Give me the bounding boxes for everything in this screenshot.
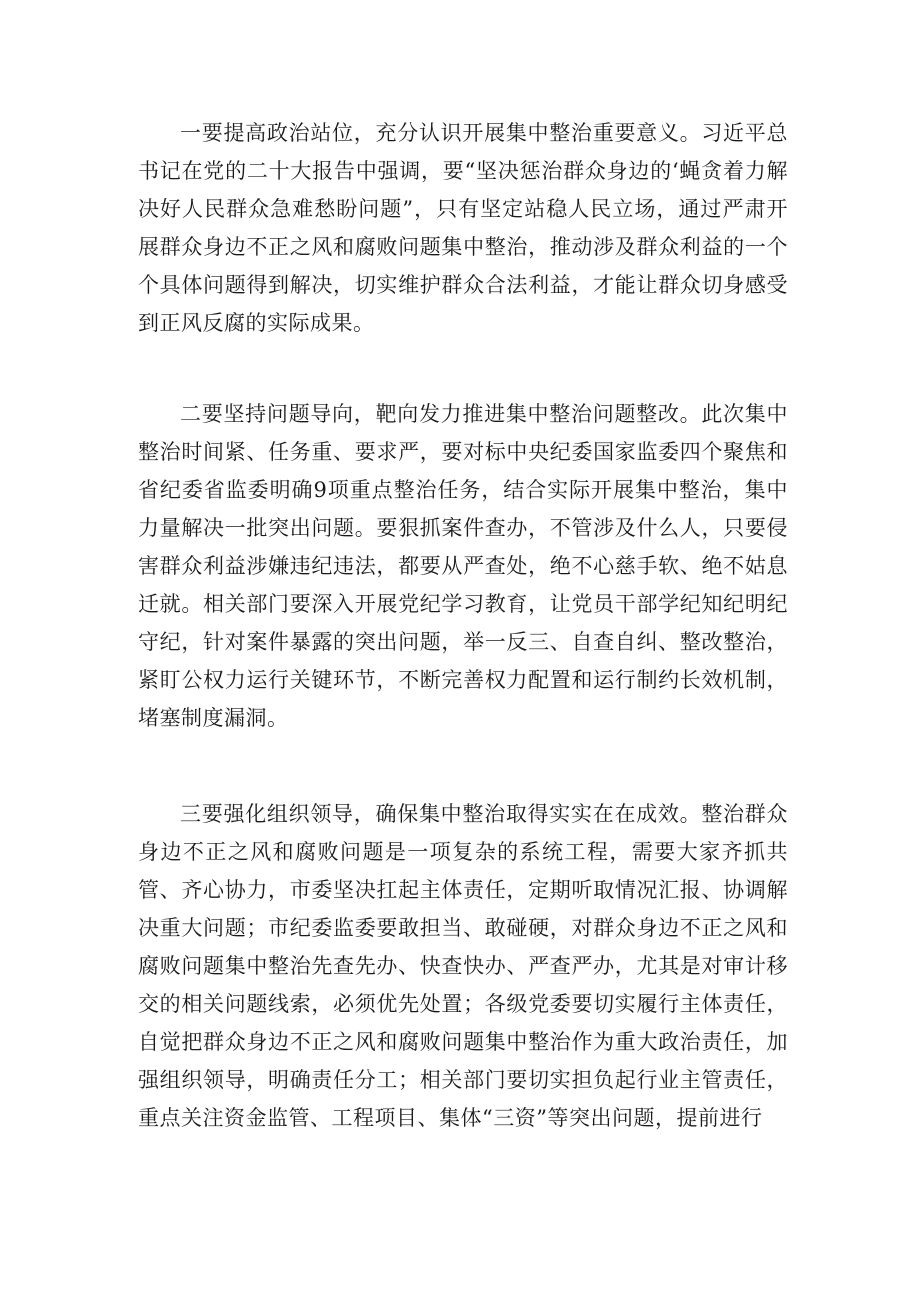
paragraph-1: 一要提高政治站位，充分认识开展集中整治重要意义。习近平总书记在党的二十大报告中强调，要“坚决惩治群众身边的‘蝇贪着力解决好人民群众急难愁盼问题”，只有坚定站稳人民立场，通过严肃开展群众身边不正之风和腐败问题集中整治，推动涉及群众利益的一个个具体问题得到解决，切实维护群众合法利益，才能让群众切身感受到正风反腐的实际成果。 [138,121,788,335]
paragraph-2: 二要坚持问题导向，靶向发力推进集中整治问题整改。此次集中整治时间紧、任务重、要求严，要对标中央纪委国家监委四个聚焦和省纪委省监委明确9项重点整治任务，结合实际开展集中整治，集中力量解决一批突出问题。要狠抓案件查办，不管涉及什么人，只要侵害群众利益涉嫌违纪违法，都要从严查处，绝不心慈手软、绝不姑息迁就。相关部门要深入开展党纪学习教育，让党员干部学纪知纪明纪守纪，针对案件暴露的突出问题，举一反三、自查自纠、整改整治，紧盯公权力运行关键环节，不断完善权力配置和运行制约长效机制，堵塞制度漏洞。 [138,402,788,730]
paragraph-3: 三要强化组织领导，确保集中整治取得实实在在成效。整治群众身边不正之风和腐败问题是一项复杂的系统工程，需要大家齐抓共管、齐心协力，市委坚决扛起主体责任，定期听取情况汇报、协调解决重大问题；市纪委监委要敢担当、敢碰硬，对群众身边不正之风和腐败问题集中整治先查先办、快查快办、严查严办，尤其是对审计移交的相关问题线索，必须优先处置；各级党委要切实履行主体责任，自觉把群众身边不正之风和腐败问题集中整治作为重大政治责任，加强组织领导，明确责任分工；相关部门要切实担负起行业主管责任，重点关注资金监管、工程项目、集体“三资”等突出问题，提前进行 [138,802,788,1130]
